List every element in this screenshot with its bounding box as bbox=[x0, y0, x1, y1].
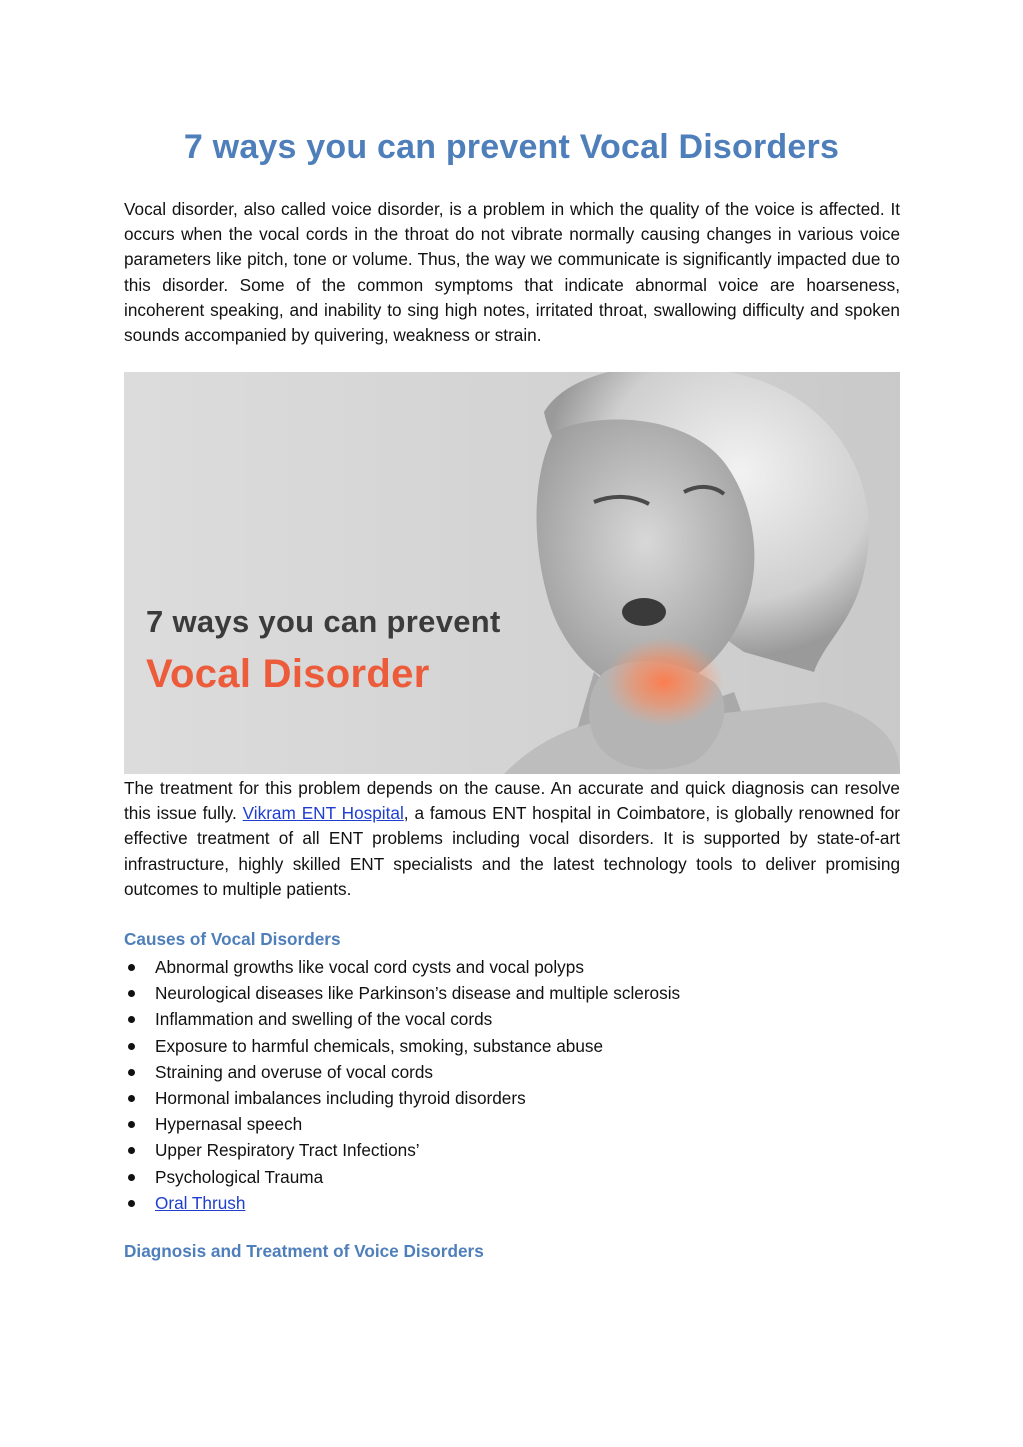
bullet-icon bbox=[128, 964, 135, 971]
diagnosis-heading: Diagnosis and Treatment of Voice Disorders bbox=[124, 1241, 484, 1261]
list-item-text: Inflammation and swelling of the vocal cords bbox=[155, 1009, 493, 1030]
page-title: 7 ways you can prevent Vocal Disorders bbox=[183, 128, 840, 166]
list-item-text: Neurological diseases like Parkinson’s disease and multiple sclerosis bbox=[155, 983, 681, 1004]
list-item-text: Straining and overuse of vocal cords bbox=[155, 1061, 434, 1082]
bullet-icon bbox=[128, 1121, 135, 1128]
list-item bbox=[124, 954, 900, 980]
bullet-icon bbox=[128, 1016, 135, 1023]
causes-list bbox=[124, 954, 900, 1216]
list-item bbox=[124, 1059, 900, 1085]
bullet-icon bbox=[128, 1200, 135, 1207]
oral-thrush-link[interactable]: Oral Thrush bbox=[155, 1192, 246, 1213]
vikram-ent-hospital-link[interactable]: Vikram ENT Hospital bbox=[242, 803, 404, 824]
intro-paragraph: Vocal disorder, also called voice disorder, is a problem in which the quality of the voice is affected. It occurs when the vocal cords in the throat do not vibrate normally causing changes in various voice parameters like pitch, tone or volume. Thus, the way we communicate is significantly impacted due to this disorder. Some of the common symptoms that indicate abnormal voice are hoarseness, incoherent speaking, and inability to sing high notes, irritated throat, swallowing difficulty and spoken sounds accompanied by quivering, weakness or strain. bbox=[124, 199, 900, 346]
woman-sore-throat-photo bbox=[124, 372, 900, 774]
bullet-icon bbox=[128, 1174, 135, 1181]
bullet-icon bbox=[128, 1043, 135, 1050]
list-item-text: Psychological Trauma bbox=[155, 1166, 324, 1187]
list-item bbox=[124, 1137, 900, 1163]
bullet-icon bbox=[128, 1147, 135, 1154]
list-item bbox=[124, 980, 900, 1006]
treatment-paragraph bbox=[124, 776, 900, 902]
list-item bbox=[124, 1164, 900, 1190]
hero-caption-line1: 7 ways you can prevent bbox=[146, 604, 501, 639]
list-item-text: Abnormal growths like vocal cord cysts and vocal polyps bbox=[155, 957, 584, 977]
treatment-text-after: , a famous ENT hospital in Coimbatore, is globally renowned for effective treatment of all ENT problems including vocal disorders. It is supported by state-of-art infrastructure, highly skilled ENT specialists and the latest technology tools to deliver promising outcomes to multiple patients. bbox=[124, 803, 900, 899]
list-item-text: Exposure to harmful chemicals, smoking, substance abuse bbox=[155, 1035, 604, 1056]
list-item bbox=[124, 1006, 900, 1032]
treatment-text-before: The treatment for this problem depends on the cause. An accurate and quick diagnosis can resolve this issue fully. bbox=[124, 778, 900, 824]
list-item bbox=[124, 1111, 900, 1137]
bullet-icon bbox=[128, 1069, 135, 1076]
bullet-icon bbox=[128, 1095, 135, 1102]
hero-caption-line2: Vocal Disorder bbox=[146, 652, 430, 696]
list-item bbox=[124, 1033, 900, 1059]
list-item bbox=[124, 1085, 900, 1111]
list-item-text: Hormonal imbalances including thyroid disorders bbox=[155, 1088, 526, 1109]
list-item-text: Hypernasal speech bbox=[155, 1114, 303, 1135]
causes-heading: Causes of Vocal Disorders bbox=[124, 929, 341, 949]
bullet-icon bbox=[128, 990, 135, 997]
hero-image bbox=[124, 372, 900, 774]
list-item bbox=[124, 1190, 900, 1216]
list-item-text: Upper Respiratory Tract Infections’ bbox=[155, 1140, 420, 1161]
